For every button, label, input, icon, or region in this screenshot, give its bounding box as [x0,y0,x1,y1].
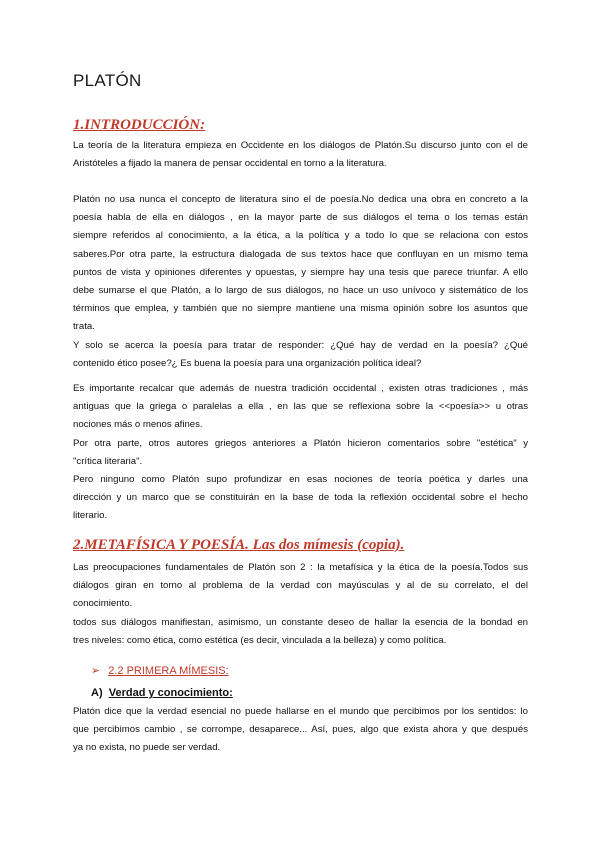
text-line: ya no exista, no puede ser verdad. [73,742,221,754]
text-line: términos que emplea, y también que no siempre mantiene una misma opinión sobre los asuntos que [73,303,528,315]
text-line: tres niveles: como ética, como estética (es decir, vinculada a la belleza) y como política. [73,634,447,646]
text-line: saberes.Por otra parte, la estructura dialogada de sus textos hace que confluyan en un mismo tema [73,248,528,260]
arrow-bullet-icon: ➢ [91,665,101,677]
text-line: Platón dice que la verdad esencial no puede hallarse en el mundo que percibimos por los sentidos: lo [73,706,528,717]
subsection-heading-text: 2.2 PRIMERA MÍMESIS: [108,665,229,677]
paragraph-metafisica-1 [73,559,528,650]
page-title: PLATÓN [73,71,142,90]
text-line: puntos de vista y opiniones diferentes y opuestas, y siempre hay una tesis que parece triunfar. A ello [73,266,528,278]
text-line: Aristóteles a fijado la manera de pensar occidental en torno a la literatura. [73,158,387,170]
text-line: siempre referidos al conocimiento, a la ética, a la política y a todo lo que se relaciona con estos [73,230,528,242]
text-line: conocimiento. [73,598,133,610]
text-line: "crítica literaria". [73,455,143,467]
subsubsection-heading-verdad [91,687,233,699]
text-line: todos sus diálogos manifiestan, asimismo, un constante deseo de hallar la esencia de la bondad en [73,616,528,628]
text-line: Las preocupaciones fundamentales de Platón son 2 : la metafísica y la ética de la poesía.Todos sus [73,562,528,573]
section-heading-metafisica: 2.METAFÍSICA Y POESÍA. Las dos mímesis (copia). [73,537,405,553]
paragraph-verdad-1 [73,703,528,758]
text-line: poesía habla de ella en diálogos , en la mayor parte de sus diálogos el tema o los temas están [73,212,528,224]
text-line: contenido ético posee?¿ Es buena la poesía para una organización política ideal? [73,357,422,369]
text-line: nociones más o menos afines. [73,419,203,431]
text-line: Y solo se acerca la poesía para tratar de responder: ¿Qué hay de verdad en la poesía? ¿Qué [73,339,528,351]
section-heading-introduccion: 1.INTRODUCCIÓN: [73,117,206,133]
text-line: antiguas que la griega o paralelas a ella , en las que se reflexiona sobre la <<poesía>> u otras [73,401,528,413]
text-line: Pero ninguno como Platón supo profundizar en esas nociones de teoría poética y darles una [73,474,528,486]
text-line: trata. [73,321,95,333]
subsubsection-heading-text: Verdad y conocimiento: [108,687,233,699]
paragraph-intro-2 [73,191,528,373]
paragraph-intro-3 [73,380,528,526]
text-line: Es importante recalcar que además de nuestra tradición occidental , existen otras tradiciones , más [73,383,528,394]
text-line: debe sumarse el que Platón, a lo largo de sus diálogos, no hace un uso unívoco y sistemático de los [73,285,528,297]
text-line: Platón no usa nunca el concepto de literatura sino el de poesía.No dedica una obra en concreto a la [73,194,528,205]
paragraph-intro-1 [73,137,528,173]
list-marker: A) [91,687,103,699]
text-line: literario. [73,510,108,522]
text-line: que percibimos cambio , se corrompe, desaparece... Así, pues, algo que exista ahora y que después [73,724,528,736]
text-line: Por otra parte, otros autores griegos anteriores a Platón hicieron comentarios sobre "estética" y [73,437,528,449]
subsection-heading-primera-mimesis [91,664,229,677]
text-line: dirección y un marco que se constituirán en la base de toda la reflexión occidental sobre el hecho [73,492,528,504]
text-line: diálogos giran en torno al problema de la verdad con mayúsculas y al de su correlato, el del [73,580,528,592]
text-line: La teoría de la literatura empieza en Occidente en los diálogos de Platón.Su discurso junto con el de [73,140,528,151]
